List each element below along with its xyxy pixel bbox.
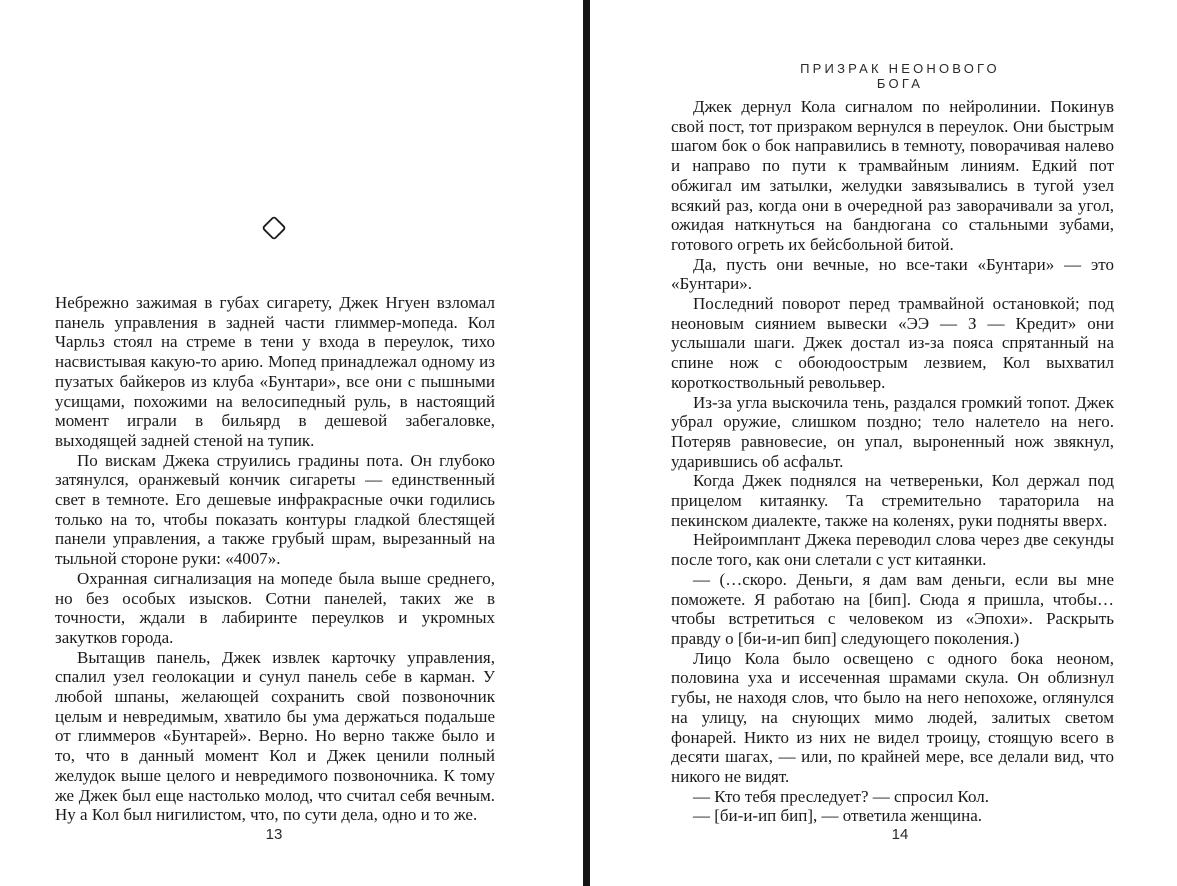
paragraph: Лицо Кола было освещено с одного бока неоном, половина уха и иссеченная шрамами скула. Он облизнул губы, не находя слов, что было на него непохоже, оглянулся на улицу, на снующих мимо людей, залитых светом фонарей. Никто из них не видел троицу, стоящую всего в десяти шагах, — или, по крайней мере, все делали вид, что никого не видят. [671,648,1114,786]
left-page-text [55,293,495,825]
paragraph: Последний поворот перед трамвайной остановкой; под неоновым сиянием вывески «ЭЭ — З — Кредит» они услышали шаги. Джек достал из-за пояса спрятанный на спине нож с обоюдоострым лезвием, Кол выхватил короткоствольный револьвер. [671,294,1114,392]
left-page [0,0,583,886]
paragraph: Из-за угла выскочила тень, раздался громкий топот. Джек убрал оружие, слишком поздно; тело налетело на него. Потеряв равновесие, он упал, выроненный нож звякнул, ударившись об асфальт. [671,392,1114,471]
page-number: 14 [891,826,909,843]
paragraph: Охранная сигнализация на мопеде была выше среднего, но без особых изысков. Сотни панелей, таких же в точности, ждали в лабиринте переулков и укромных закутков города. [55,568,495,647]
paragraph: Нейроимплант Джека переводил слова через две секунды после того, как они слетали с уст китаянки. [671,530,1114,570]
right-page [590,0,1177,886]
running-head: ПРИЗРАК НЕОНОВОГО БОГА [800,61,1000,91]
paragraph: Когда Джек поднялся на четвереньки, Кол держал под прицелом китаянку. Та стремительно тараторила на пекинском диалекте, также на коленях, руки подняты вверх. [671,471,1114,530]
paragraph: По вискам Джека струились градины пота. Он глубоко затянулся, оранжевый кончик сигареты — единственный свет в темноте. Его дешевые инфракрасные очки годились только на то, чтобы показать контуры гладкой блестящей панели управления, а также грубый шрам, вырезанный на тыльной стороне руки: «4007». [55,450,495,569]
diamond-ornament-icon [259,213,289,243]
paragraph: Небрежно зажимая в губах сигарету, Джек Нгуен взломал панель управления в задней части глиммер-мопеда. Кол Чарльз стоял на стреме в тени у входа в переулок, тихо насвистывая какую-то арию. Мопед принадлежал одному из пузатых байкеров из клуба «Бунтари», все они с пышными усищами, похожими на велосипедный руль, в настоящий момент играли в бильярд в дешевой забегаловке, выходящей задней стеной на тупик. [55,293,495,450]
paragraph: — Кто тебя преследует? — спросил Кол. [693,786,989,806]
right-page-text [671,97,1114,826]
book-spine [583,0,590,886]
paragraph: — (…скоро. Деньги, я дам вам деньги, если вы мне поможете. Я работаю на [бип]. Сюда я пришла, чтобы… чтобы встретиться с человеком из «Эпохи». Раскрыть правду о [би-и-ип бип] следующего поколения.) [671,569,1114,648]
paragraph: Джек дернул Кола сигналом по нейролинии. Покинув свой пост, тот призраком вернулся в переулок. Они быстрым шагом бок о бок направились в темноту, поворачивая налево и направо по пути к трамвайным линиям. Едкий пот обжигал им затылки, желудки завязывались в тугой узел всякий раз, когда они в очередной раз заворачивали за угол, ожидая наткнуться на бандюгана со стальными зубами, готового огреть их бейсбольной битой. [671,97,1114,254]
page-number: 13 [265,826,283,843]
paragraph: — [би-и-ип бип], — ответила женщина. [693,806,983,826]
paragraph: Вытащив панель, Джек извлек карточку управления, спалил узел геолокации и сунул панель себе в карман. У любой шпаны, желающей сохранить свой позвоночник целым и невредимым, хватило бы ума держаться подальше от глиммеров «Бунтарей». Верно. Но верно также было и то, что в данный момент Кол и Джек ценили полный желудок выше целого и невредимого позвоночника. К тому же Джек был еще настолько молод, что считал себя вечным. Ну а Кол был нигилистом, что, по сути дела, одно и то же. [55,647,495,825]
paragraph: Да, пусть они вечные, но все-таки «Бунтари» — это «Бунтари». [671,254,1114,294]
